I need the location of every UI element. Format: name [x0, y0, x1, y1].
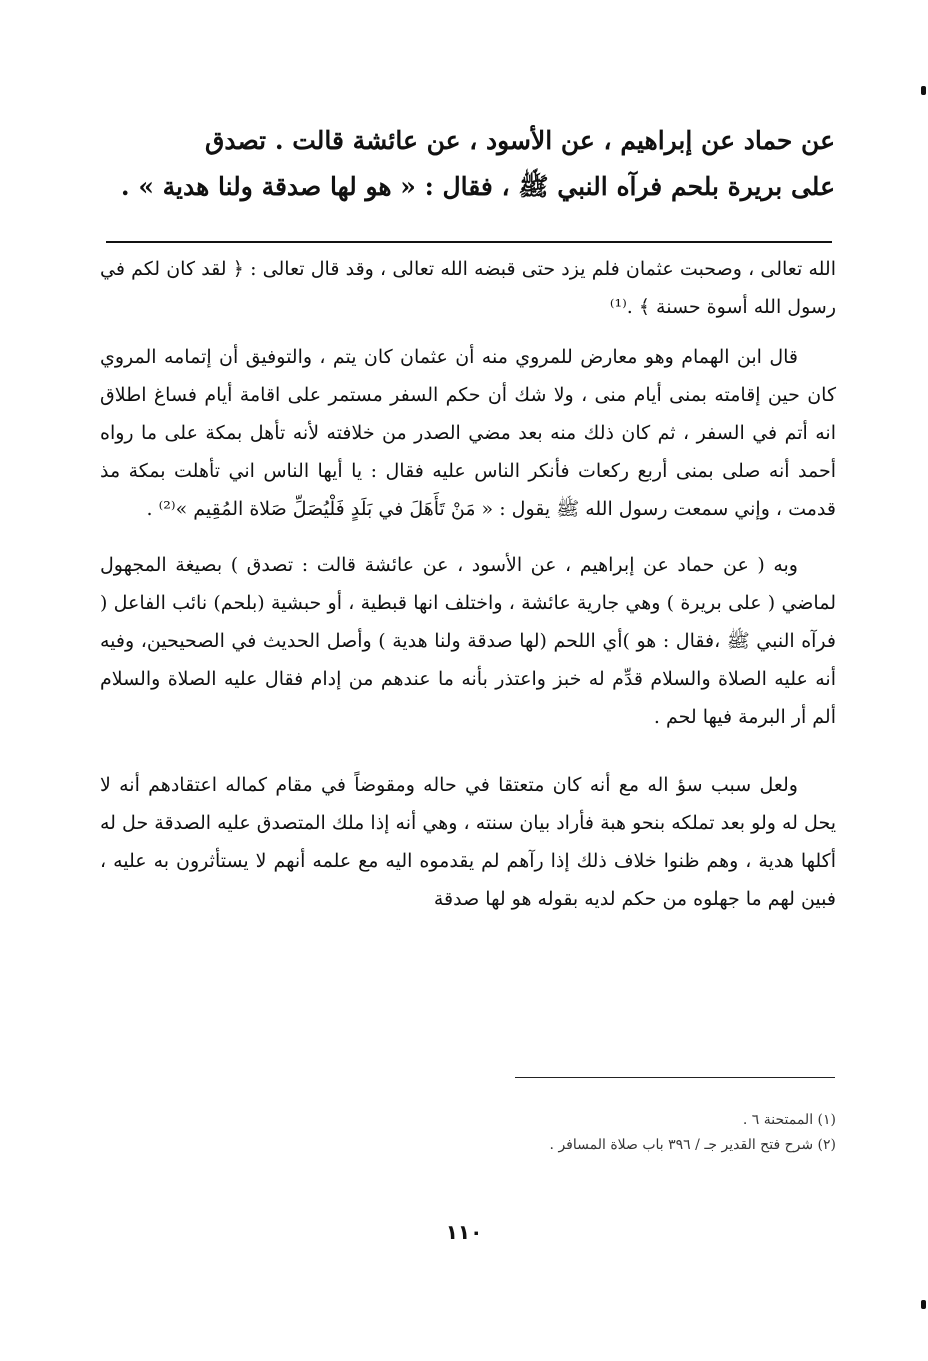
footnote-2: (٢) شرح فتح القدير جـ / ٣٩٦ باب صلاة المسافر .	[549, 1137, 836, 1153]
commentary-paragraph-1: الله تعالى ، وصحبت عثمان فلم يزد حتى قبضه الله تعالى ، وقد قال تعالى : ﴿ لقد كان لكم في رسول الله أسوة حسنة ﴾ .⁽¹⁾	[100, 258, 836, 318]
hadith-line-2: على بريرة بلحم فرآه النبي ﷺ ، فقال : « هو لها صدقة ولنا هدية » .	[120, 172, 835, 201]
page-number: ١١٠	[445, 1220, 483, 1244]
commentary	[100, 250, 836, 918]
hadith-text	[105, 118, 835, 210]
scan-edge-mark	[921, 1300, 926, 1309]
commentary-paragraph-3: وبه ( عن حماد عن إبراهيم ، عن الأسود ، عن عائشة قالت : تصدق ) بصيغة المجهول لماضي ( على بريرة ) وهي جارية عائشة ، واختلف انها قبطية ، أو حبشية (بلحم) نائب الفاعل ( فرآه النبي ﷺ ،فقال : هو )أي اللحم (لها صدقة ولنا هدية ) وأصل الحديث في الصحيحين، وفيه أنه عليه الصلاة والسلام قدِّم له خبز واعتذر بأنه ما عندهم من إدام فقال عليه الصلاة والسلام ألم أر البرمة فيها لحم .	[100, 554, 836, 728]
hadith-line-1: عن حماد عن إبراهيم ، عن الأسود ، عن عائشة قالت . تصدق	[204, 126, 835, 155]
commentary-paragraph-4: ولعل سبب سؤ اله مع أنه كان متعتقا في حاله ومقوضاً في مقام كماله اعتقادهم أنه لا يحل له ولو بعد تملكه بنحو هبة فأراد بيان سنته ، وهي أنه إذا ملك المتصدق عليه الصدقة حل له أكلها هدية ، وهم ظنوا خلاف ذلك إذا رآهم لم يقدموه اليه مع علمه أنهم لا يستأثرون به عليه ، فبين لهم ما جهلوه من حكم لديه بقوله هو لها صدقة	[100, 774, 836, 910]
footnote-separator	[515, 1077, 835, 1078]
commentary-paragraph-2: قال ابن الهمام وهو معارض للمروي منه أن عثمان كان يتم ، والتوفيق أن إتمامه المروي كان حين إقامته بمنى أيام منى ، ولا شك أن حكم السفر مستمر على اقامة أيام فساغ اطلاق انه أتم في السفر ، ثم كان ذلك منه بعد مضي الصدر من خلافته لأنه تأهل بمكة على ما رواه أحمد أنه صلى بمنى أربع ركعات فأنكر الناس عليه فقال : يا أيها الناس اني تأهلت بمكة مذ قدمت ، وإني سمعت رسول الله ﷺ يقول : « مَنْ تَأَهَلَ في بَلَدٍ فَلْيُصَلِّ صَلاة المُقِيم »⁽²⁾ .	[100, 346, 836, 520]
separator-rule	[106, 241, 832, 243]
scan-edge-mark	[921, 86, 926, 95]
footnote-1: (١) الممتحنة ٦ .	[742, 1112, 836, 1128]
footnotes	[100, 1108, 836, 1158]
